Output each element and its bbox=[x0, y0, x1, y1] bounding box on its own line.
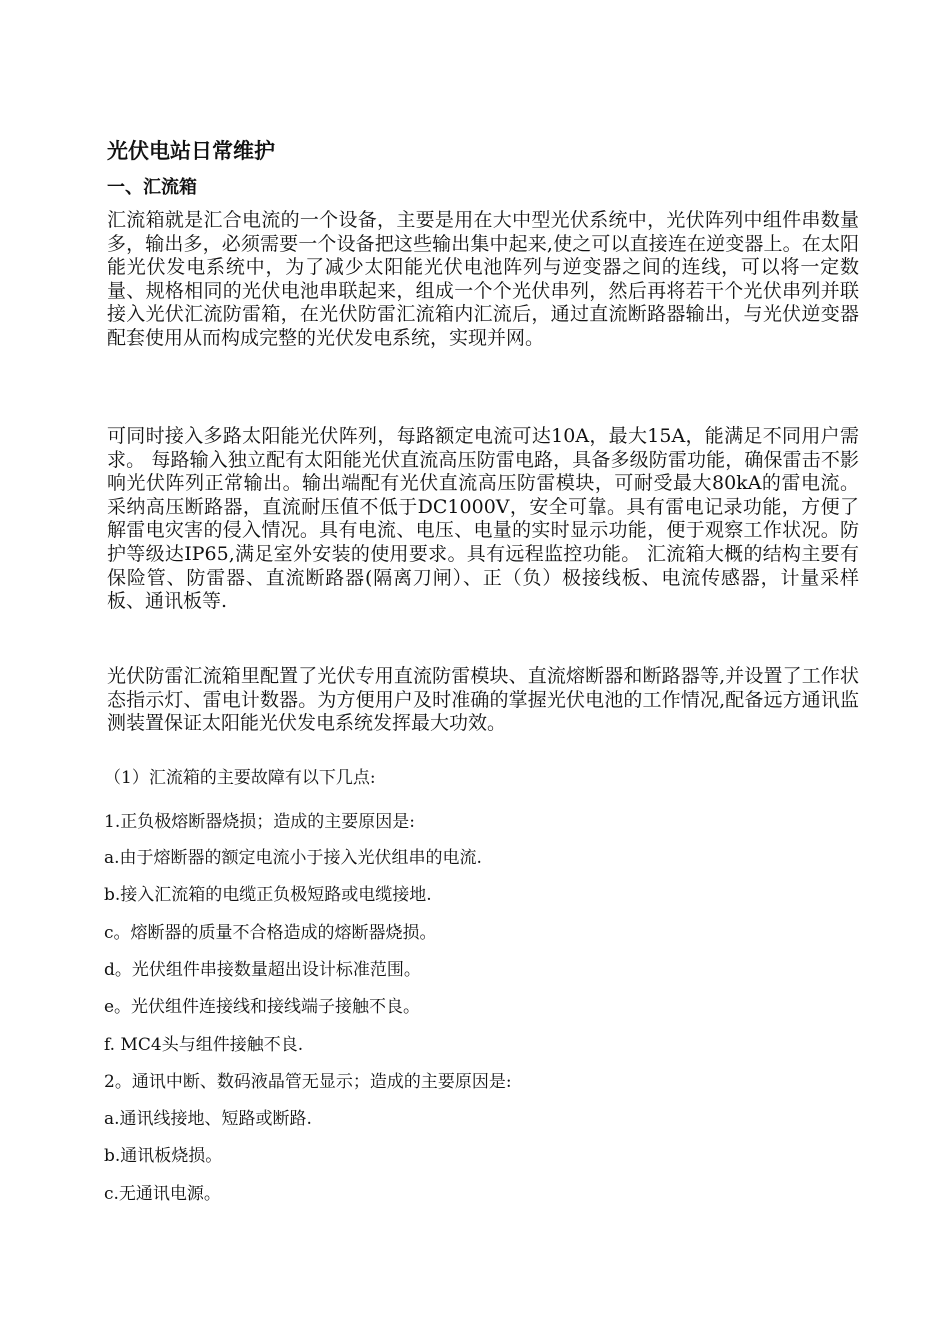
fault-item: d。光伏组件串接数量超出设计标准范围。 bbox=[104, 960, 421, 980]
fault-item: 2。通讯中断、数码液晶管无显示；造成的主要原因是: bbox=[104, 1072, 512, 1092]
fault-item: c.无通讯电源。 bbox=[104, 1184, 221, 1204]
fault-item: f. MC4头与组件接触不良. bbox=[104, 1035, 304, 1055]
fault-item: a.通讯线接地、短路或断路. bbox=[104, 1109, 312, 1129]
fault-item: 1.正负极熔断器烧损；造成的主要原因是: bbox=[104, 812, 415, 832]
fault-item: a.由于熔断器的额定电流小于接入光伏组串的电流. bbox=[104, 848, 482, 868]
section-heading: 一、汇流箱 bbox=[107, 177, 197, 198]
paragraph-config: 光伏防雷汇流箱里配置了光伏专用直流防雷模块、直流熔断器和断路器等,并设置了工作状态指示灯、雷电计数器。为方便用户及时准确的掌握光伏电池的工作情况,配备远方通讯监测装置保证太阳能光伏发电系统发挥最大功效。 bbox=[107, 665, 859, 735]
fault-item: b.接入汇流箱的电缆正负极短路或电缆接地. bbox=[104, 885, 432, 905]
paragraph-features: 可同时接入多路太阳能光伏阵列，每路额定电流可达10A，最大15A，能满足不同用户需求。 每路输入独立配有太阳能光伏直流高压防雷电路，具备多级防雷功能，确保雷击不影响光伏阵列正常输出。输出端配有光伏直流高压防雷模块，可耐受最大80kA的雷电流。采纳高压断路器，直流耐压值不低于DC1000V，安全可靠。具有雷电记录功能，方便了解雷电灾害的侵入情况。具有电流、电压、电量的实时显示功能，便于观察工作状况。防护等级达IP65,满足室外安装的使用要求。具有远程监控功能。 汇流箱大概的结构主要有保险管、防雷器、直流断路器(隔离刀闸）、正（负）极接线板、电流传感器，计量采样板、通讯板等. bbox=[107, 425, 859, 613]
fault-item: c。熔断器的质量不合格造成的熔断器烧损。 bbox=[104, 923, 437, 943]
fault-list-heading: （1）汇流箱的主要故障有以下几点: bbox=[104, 768, 376, 788]
paragraph-intro: 汇流箱就是汇合电流的一个设备，主要是用在大中型光伏系统中，光伏阵列中组件串数量多，输出多，必须需要一个设备把这些输出集中起来,使之可以直接连在逆变器上。在太阳能光伏发电系统中，为了减少太阳能光伏电池阵列与逆变器之间的连线，可以将一定数量、规格相同的光伏电池串联起来，组成一个个光伏串列，然后再将若干个光伏串列并联接入光伏汇流防雷箱，在光伏防雷汇流箱内汇流后，通过直流断路器输出，与光伏逆变器配套使用从而构成完整的光伏发电系统，实现并网。 bbox=[107, 209, 859, 349]
fault-item: e。光伏组件连接线和接线端子接触不良。 bbox=[104, 997, 421, 1017]
page-title: 光伏电站日常维护 bbox=[107, 139, 275, 163]
fault-item: b.通讯板烧损。 bbox=[104, 1146, 223, 1166]
